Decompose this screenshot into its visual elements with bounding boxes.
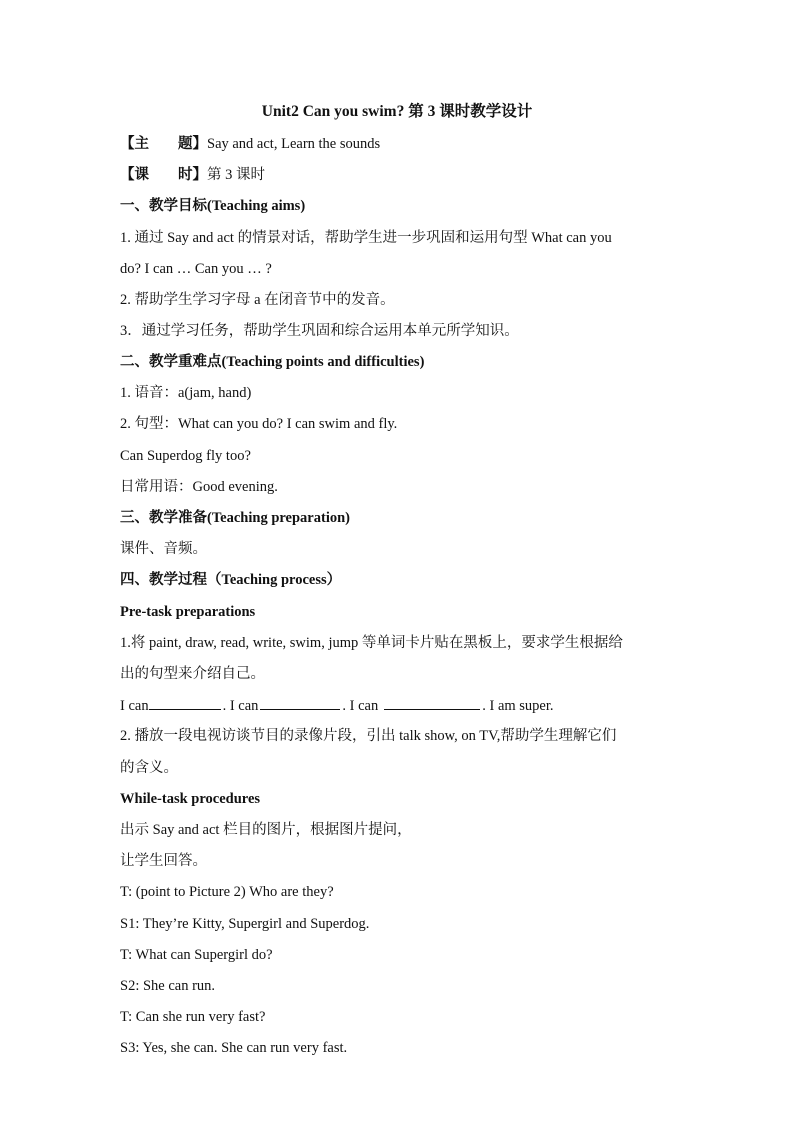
fill-part-3: . I can	[342, 698, 379, 714]
theme-value: Say and act, Learn the sounds	[207, 136, 381, 152]
pre-task-item2-line2: 的含义。	[120, 760, 178, 776]
document-title: Unit2 Can you swim? 第 3 课时教学设计	[261, 103, 533, 120]
dialogue-line: T: What can Supergirl do?	[120, 947, 273, 963]
period-label: 【课 时】	[120, 167, 207, 183]
pre-task-item2-line1: 2. 播放一段电视访谈节目的录像片段，引出 talk show, on TV,帮助学生理解它们	[120, 728, 617, 744]
point3: 日常用语：Good evening.	[120, 479, 278, 495]
while-task-intro-line1: 出示 Say and act 栏目的图片，根据图片提问，	[120, 822, 412, 838]
theme-row	[120, 134, 680, 154]
fill-part-4: . I am super.	[482, 698, 554, 714]
section1-heading: 一、教学目标(Teaching aims)	[120, 198, 306, 214]
aim1-line2: do? I can … Can you … ?	[120, 261, 272, 277]
fill-part-2: . I can	[222, 698, 259, 714]
preparation-content: 课件、音频。	[120, 541, 207, 557]
point2: 2. 句型：What can you do? I can swim and fly.	[120, 416, 398, 432]
aim3: 3．通过学习任务，帮助学生巩固和综合运用本单元所学知识。	[120, 323, 519, 339]
fill-blank-3	[384, 695, 480, 710]
fill-blank-2	[260, 695, 340, 710]
pre-task-heading: Pre-task preparations	[120, 604, 256, 620]
dialogue-line: S3: Yes, she can. She can run very fast.	[120, 1040, 348, 1056]
fill-in-sentence	[120, 695, 680, 716]
dialogue-line: T: (point to Picture 2) Who are they?	[120, 884, 334, 900]
section4-heading: 四、教学过程（Teaching process）	[120, 572, 342, 588]
aim2: 2. 帮助学生学习字母 a 在闭音节中的发音。	[120, 292, 395, 308]
aim1-line1: 1. 通过 Say and act 的情景对话，帮助学生进一步巩固和运用句型 What can you	[120, 230, 612, 246]
fill-part-1: I can	[120, 698, 149, 714]
theme-label: 【主 题】	[120, 136, 207, 152]
dialogue-line: S2: She can run.	[120, 978, 216, 994]
dialogue-line: T: Can she run very fast?	[120, 1009, 266, 1025]
period-row	[120, 165, 680, 185]
while-task-intro-line2: 让学生回答。	[120, 853, 207, 869]
pre-task-item1-line2: 出的句型来介绍自己。	[120, 666, 265, 682]
period-value: 第 3 课时	[207, 167, 265, 183]
while-task-heading: While-task procedures	[120, 791, 261, 807]
point2-extra: Can Superdog fly too?	[120, 448, 251, 464]
pre-task-item1-line1: 1.将 paint, draw, read, write, swim, jump 等单词卡片贴在黑板上，要求学生根据给	[120, 635, 623, 651]
fill-blank-1	[149, 695, 221, 710]
dialogue-line: S1: They’re Kitty, Supergirl and Superdog.	[120, 916, 370, 932]
section3-heading: 三、教学准备(Teaching preparation)	[120, 510, 350, 526]
point1: 1. 语音：a(jam, hand)	[120, 385, 252, 401]
section2-heading: 二、教学重难点(Teaching points and difficulties)	[120, 354, 425, 370]
